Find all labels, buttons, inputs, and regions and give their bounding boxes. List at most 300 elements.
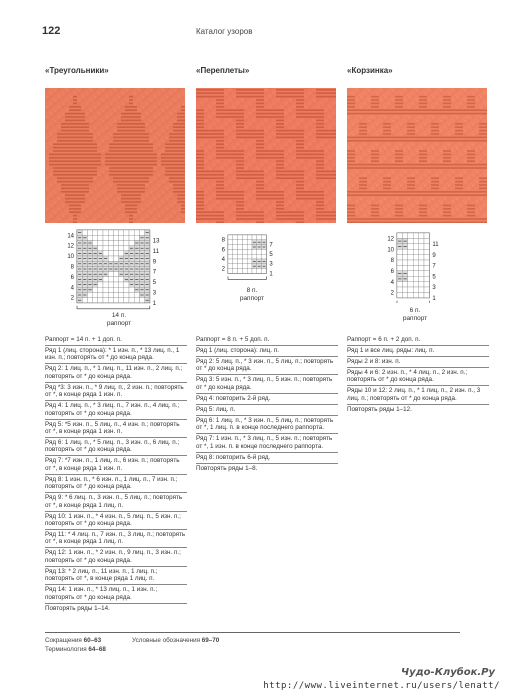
- swatch-purl-mark: [69, 150, 73, 152]
- chart-row-number: 3: [152, 290, 157, 297]
- swatch-purl-mark: [93, 164, 97, 166]
- swatch-purl-mark: [260, 174, 264, 176]
- swatch-purl-mark: [133, 133, 137, 135]
- swatch-purl-mark: [73, 171, 77, 173]
- swatch-purl-mark: [200, 160, 204, 162]
- chart-row-number: 2: [390, 290, 394, 297]
- swatch-purl-mark: [196, 126, 200, 128]
- swatch-purl-mark: [65, 147, 69, 149]
- swatch-purl-mark: [395, 164, 399, 166]
- swatch-purl-mark: [451, 191, 455, 193]
- swatch-purl-mark: [196, 120, 200, 122]
- chart-cell: [247, 264, 252, 269]
- swatch-purl-mark: [439, 191, 443, 193]
- swatch-purl-mark: [97, 154, 101, 156]
- chart-cell: [242, 235, 247, 240]
- swatch-purl-mark: [196, 205, 200, 207]
- swatch-purl-mark: [77, 164, 81, 166]
- chart-cell: [139, 298, 144, 303]
- swatch-purl-mark: [479, 177, 483, 179]
- swatch-purl-mark: [324, 177, 328, 179]
- instruction-row: Ряды 2 и 8: изн. п.: [347, 357, 489, 368]
- swatch-purl-mark: [463, 113, 467, 115]
- swatch-purl-mark: [228, 113, 232, 115]
- swatch-purl-mark: [77, 143, 81, 145]
- swatch-purl-mark: [169, 164, 173, 166]
- chart-row-number: 11: [432, 241, 439, 248]
- chart-cell: [233, 269, 238, 274]
- instruction-row: Ряд 2: 5 лиц. п., * 3 изн. п., 5 лиц. п.; повторять от * до конца ряда.: [196, 357, 338, 375]
- swatch-purl-mark: [141, 184, 145, 186]
- swatch-purl-mark: [196, 215, 200, 217]
- swatch-purl-mark: [379, 194, 383, 196]
- swatch-purl-mark: [383, 218, 387, 220]
- swatch-purl-mark: [224, 150, 228, 152]
- swatch-purl-mark: [216, 99, 220, 101]
- swatch-purl-mark: [141, 126, 145, 128]
- swatch-purl-mark: [304, 194, 308, 196]
- instruction-row: Ряд 4: повторить 2-й ряд.: [196, 394, 338, 405]
- swatch-purl-mark: [383, 164, 387, 166]
- chart-cell: [424, 255, 429, 260]
- swatch-purl-mark: [296, 188, 300, 190]
- chart-cell: [424, 233, 429, 238]
- swatch-purl-mark: [459, 222, 463, 223]
- swatch-purl-mark: [387, 123, 391, 125]
- chart-cell: [252, 269, 257, 274]
- swatch-purl-mark: [81, 143, 85, 145]
- footer-abbrev-pages: 60–63: [83, 637, 102, 644]
- chart-cell: [413, 255, 418, 260]
- swatch-purl-mark: [280, 109, 284, 111]
- swatch-purl-mark: [328, 177, 332, 179]
- swatch-purl-mark: [332, 211, 336, 213]
- swatch-purl-mark: [280, 96, 284, 98]
- swatch-purl-mark: [328, 130, 332, 132]
- swatch-purl-mark: [165, 154, 169, 156]
- swatch-purl-mark: [399, 205, 403, 207]
- swatch-purl-mark: [137, 174, 141, 176]
- swatch-purl-mark: [65, 160, 69, 162]
- swatch-purl-mark: [391, 194, 395, 196]
- swatch-purl-mark: [121, 194, 125, 196]
- swatch-purl-mark: [181, 188, 185, 190]
- swatch-purl-mark: [359, 181, 363, 183]
- swatch-purl-mark: [248, 96, 252, 98]
- swatch-purl-mark: [137, 137, 141, 139]
- swatch-purl-mark: [137, 130, 141, 132]
- swatch-purl-mark: [292, 177, 296, 179]
- swatch-purl-mark: [320, 205, 324, 207]
- swatch-purl-mark: [77, 211, 81, 213]
- swatch-purl-mark: [256, 194, 260, 196]
- swatch-purl-mark: [300, 171, 304, 173]
- swatch-purl-mark: [399, 99, 403, 101]
- swatch-purl-mark: [248, 177, 252, 179]
- swatch-purl-mark: [121, 126, 125, 128]
- swatch-purl-mark: [471, 160, 475, 162]
- swatch-purl-mark: [173, 133, 177, 135]
- swatch-purl-mark: [81, 123, 85, 125]
- swatch-purl-mark: [435, 191, 439, 193]
- swatch-purl-mark: [268, 154, 272, 156]
- swatch-purl-mark: [296, 218, 300, 220]
- swatch-purl-mark: [483, 113, 487, 115]
- swatch-purl-mark: [256, 116, 260, 118]
- swatch-purl-mark: [137, 133, 141, 135]
- chart-cell: [124, 235, 129, 240]
- swatch-purl-mark: [375, 99, 379, 101]
- swatch-purl-mark: [431, 194, 435, 196]
- swatch-purl-mark: [81, 150, 85, 152]
- swatch-purl-mark: [324, 171, 328, 173]
- swatch-purl-mark: [300, 154, 304, 156]
- chart-cell: [424, 276, 429, 281]
- swatch-purl-mark: [443, 154, 447, 156]
- swatch-purl-mark: [467, 222, 471, 223]
- swatch-purl-mark: [97, 160, 101, 162]
- swatch-purl-mark: [371, 157, 375, 159]
- swatch-purl-mark: [200, 211, 204, 213]
- swatch-purl-mark: [121, 154, 125, 156]
- swatch-purl-mark: [479, 181, 483, 183]
- swatch-purl-mark: [355, 218, 359, 220]
- swatch-purl-mark: [367, 140, 371, 142]
- chart-row-number: 1: [152, 300, 157, 307]
- swatch-purl-mark: [375, 113, 379, 115]
- swatch-purl-mark: [427, 167, 431, 169]
- swatch-purl-mark: [391, 109, 395, 111]
- swatch-purl-mark: [347, 106, 351, 108]
- swatch-purl-mark: [411, 184, 415, 186]
- swatch-purl-mark: [431, 113, 435, 115]
- chart-cell: [108, 277, 113, 282]
- swatch-purl-mark: [395, 109, 399, 111]
- swatch-purl-mark: [383, 137, 387, 139]
- swatch-purl-mark: [423, 157, 427, 159]
- swatch-purl-mark: [169, 174, 173, 176]
- swatch-purl-mark: [196, 116, 200, 118]
- swatch-purl-mark: [220, 150, 224, 152]
- swatch-purl-mark: [320, 154, 324, 156]
- swatch-purl-mark: [280, 201, 284, 203]
- swatch-purl-mark: [149, 171, 153, 173]
- swatch-purl-mark: [300, 215, 304, 217]
- chart-cell: [419, 255, 424, 260]
- swatch-purl-mark: [181, 113, 185, 115]
- swatch-purl-mark: [149, 174, 153, 176]
- instruction-row: Ряд 9: * 6 лиц. п., 3 изн. п., 5 лиц. п.; повторять от *, в конце ряда 1 лиц. п.: [45, 493, 187, 511]
- chart-cell: [93, 230, 98, 235]
- chart-cell: [402, 287, 407, 292]
- swatch-purl-mark: [177, 120, 181, 122]
- swatch-purl-mark: [200, 96, 204, 98]
- swatch-purl-mark: [61, 167, 65, 169]
- swatch-purl-mark: [105, 160, 109, 162]
- swatch-purl-mark: [236, 198, 240, 200]
- chart-cell: [113, 277, 118, 282]
- swatch-purl-mark: [133, 164, 137, 166]
- swatch-purl-mark: [196, 137, 200, 139]
- swatch-purl-mark: [69, 133, 73, 135]
- swatch-purl-mark: [224, 194, 228, 196]
- swatch-purl-mark: [73, 96, 77, 98]
- rapport-bracket: [397, 301, 429, 303]
- swatch-purl-mark: [248, 174, 252, 176]
- swatch-purl-mark: [387, 184, 391, 186]
- chart-cell: [247, 259, 252, 264]
- swatch-purl-mark: [181, 133, 185, 135]
- swatch-purl-mark: [240, 218, 244, 220]
- swatch-purl-mark: [419, 205, 423, 207]
- instruction-row: Ряды 10 и 12: 2 лиц. п., * 1 лиц. п., 2 изн. п., 3 лиц. п.; повторять от * до конца ряда.: [347, 386, 489, 404]
- swatch-purl-mark: [73, 157, 77, 159]
- swatch-purl-mark: [236, 109, 240, 111]
- swatch-purl-mark: [403, 109, 407, 111]
- swatch-purl-mark: [363, 137, 367, 139]
- chart-row-number: 9: [432, 252, 436, 259]
- swatch-purl-mark: [280, 198, 284, 200]
- chart-cell: [129, 292, 134, 297]
- swatch-purl-mark: [61, 133, 65, 135]
- swatch-purl-mark: [61, 184, 65, 186]
- swatch-purl-mark: [260, 130, 264, 132]
- swatch-purl-mark: [308, 113, 312, 115]
- swatch-purl-mark: [161, 160, 165, 162]
- swatch-purl-mark: [447, 150, 451, 152]
- chart-cell: [413, 249, 418, 254]
- swatch-purl-mark: [240, 123, 244, 125]
- swatch-purl-mark: [200, 123, 204, 125]
- swatch-purl-mark: [212, 171, 216, 173]
- swatch-purl-mark: [216, 154, 220, 156]
- swatch-purl-mark: [351, 109, 355, 111]
- swatch-purl-mark: [129, 116, 133, 118]
- swatch-purl-mark: [137, 116, 141, 118]
- swatch-purl-mark: [260, 198, 264, 200]
- swatch-purl-mark: [264, 113, 268, 115]
- swatch-purl-mark: [407, 140, 411, 142]
- swatch-purl-mark: [280, 215, 284, 217]
- swatch-purl-mark: [69, 177, 73, 179]
- swatch-purl-mark: [316, 191, 320, 193]
- swatch-purl-mark: [304, 154, 308, 156]
- swatch-purl-mark: [363, 140, 367, 142]
- swatch-purl-mark: [359, 184, 363, 186]
- chart-row-number: 8: [390, 258, 394, 265]
- swatch-purl-mark: [347, 109, 351, 111]
- chart-cell: [419, 260, 424, 265]
- chart-cell: [247, 249, 252, 254]
- swatch-purl-mark: [121, 133, 125, 135]
- swatch-purl-mark: [351, 140, 355, 142]
- swatch-purl-mark: [133, 150, 137, 152]
- swatch-purl-mark: [81, 184, 85, 186]
- swatch-purl-mark: [375, 140, 379, 142]
- swatch-purl-mark: [129, 99, 133, 101]
- swatch-purl-mark: [280, 120, 284, 122]
- swatch-purl-mark: [224, 157, 228, 159]
- swatch-purl-mark: [320, 215, 324, 217]
- swatch-purl-mark: [89, 160, 93, 162]
- swatch-purl-mark: [459, 194, 463, 196]
- swatch-purl-mark: [455, 194, 459, 196]
- swatch-purl-mark: [467, 106, 471, 108]
- swatch-purl-mark: [244, 89, 248, 91]
- swatch-purl-mark: [351, 137, 355, 139]
- swatch-purl-mark: [300, 137, 304, 139]
- swatch-purl-mark: [77, 167, 81, 169]
- chart-cell: [413, 276, 418, 281]
- swatch-purl-mark: [423, 154, 427, 156]
- swatch-purl-mark: [415, 137, 419, 139]
- swatch-purl-mark: [280, 130, 284, 132]
- swatch-purl-mark: [312, 109, 316, 111]
- chart-cell: [129, 240, 134, 245]
- swatch-purl-mark: [363, 109, 367, 111]
- swatch-purl-mark: [411, 188, 415, 190]
- swatch-purl-mark: [367, 109, 371, 111]
- swatch-purl-mark: [483, 123, 487, 125]
- chart-cell: [262, 269, 267, 274]
- swatch-purl-mark: [320, 208, 324, 210]
- swatch-purl-mark: [300, 133, 304, 135]
- swatch-purl-mark: [479, 113, 483, 115]
- swatch-purl-mark: [375, 106, 379, 108]
- swatch-purl-mark: [73, 164, 77, 166]
- swatch-purl-mark: [387, 194, 391, 196]
- swatch-purl-mark: [351, 215, 355, 217]
- swatch-purl-mark: [125, 167, 129, 169]
- swatch-purl-mark: [347, 113, 351, 115]
- swatch-purl-mark: [256, 137, 260, 139]
- instruction-row: Ряд 6: 1 лиц. п., * 3 изн. п., 5 лиц. п.; повторять от *, 1 лиц. п. в конце последнего раппорта.: [196, 416, 338, 434]
- swatch-purl-mark: [73, 160, 77, 162]
- swatch-purl-mark: [181, 211, 185, 213]
- swatch-purl-mark: [240, 109, 244, 111]
- swatch-purl-mark: [351, 150, 355, 152]
- swatch-purl-mark: [248, 89, 252, 91]
- swatch-purl-mark: [169, 133, 173, 135]
- chart-cell: [413, 282, 418, 287]
- swatch-purl-mark: [173, 184, 177, 186]
- swatch-purl-mark: [423, 215, 427, 217]
- swatch-purl-mark: [423, 113, 427, 115]
- swatch-purl-mark: [69, 137, 73, 139]
- instruction-row: Повторять ряды 1–12.: [347, 405, 412, 413]
- chart-cell: [413, 244, 418, 249]
- swatch-purl-mark: [276, 205, 280, 207]
- swatch-purl-mark: [280, 191, 284, 193]
- chart-row-number: 4: [390, 279, 394, 286]
- swatch-purl-mark: [264, 150, 268, 152]
- swatch-purl-mark: [371, 113, 375, 115]
- swatch-purl-mark: [415, 109, 419, 111]
- swatch-purl-mark: [57, 174, 61, 176]
- swatch-purl-mark: [196, 171, 200, 173]
- swatch-purl-mark: [447, 211, 451, 213]
- swatch-purl-mark: [268, 113, 272, 115]
- swatch-purl-mark: [113, 143, 117, 145]
- chart-rapport-label: раппорт: [402, 315, 428, 322]
- swatch-purl-mark: [125, 150, 129, 152]
- swatch-purl-mark: [395, 96, 399, 98]
- swatch-purl-mark: [165, 171, 169, 173]
- swatch-purl-mark: [61, 154, 65, 156]
- swatch-purl-mark: [260, 116, 264, 118]
- swatch-purl-mark: [276, 133, 280, 135]
- swatch-purl-mark: [455, 126, 459, 128]
- swatch-purl-mark: [240, 116, 244, 118]
- swatch-purl-mark: [280, 150, 284, 152]
- swatch-purl-mark: [216, 184, 220, 186]
- swatch-purl-mark: [208, 174, 212, 176]
- swatch-purl-mark: [165, 160, 169, 162]
- swatch-purl-mark: [475, 167, 479, 169]
- swatch-purl-mark: [399, 154, 403, 156]
- swatch-purl-mark: [153, 164, 157, 166]
- swatch-purl-mark: [415, 113, 419, 115]
- swatch-purl-mark: [69, 157, 73, 159]
- swatch-purl-mark: [121, 140, 125, 142]
- swatch-purl-mark: [236, 126, 240, 128]
- swatch-purl-mark: [447, 140, 451, 142]
- swatch-purl-mark: [240, 205, 244, 207]
- swatch-purl-mark: [240, 198, 244, 200]
- chart-cell: [108, 235, 113, 240]
- swatch-purl-mark: [177, 126, 181, 128]
- swatch-purl-mark: [196, 96, 200, 98]
- chart-cell: [228, 249, 233, 254]
- swatch-purl-mark: [459, 140, 463, 142]
- swatch-purl-mark: [443, 164, 447, 166]
- swatch-purl-mark: [141, 191, 145, 193]
- swatch-purl-mark: [451, 113, 455, 115]
- swatch-purl-mark: [61, 126, 65, 128]
- swatch-purl-mark: [165, 150, 169, 152]
- swatch-purl-mark: [411, 222, 415, 223]
- swatch-purl-mark: [240, 167, 244, 169]
- swatch-purl-mark: [316, 167, 320, 169]
- swatch-purl-mark: [165, 147, 169, 149]
- swatch-purl-mark: [113, 147, 117, 149]
- swatch-purl-mark: [288, 215, 292, 217]
- swatch-purl-mark: [363, 130, 367, 132]
- swatch-purl-mark: [375, 96, 379, 98]
- swatch-purl-mark: [129, 198, 133, 200]
- swatch-purl-mark: [125, 181, 129, 183]
- swatch-purl-mark: [383, 123, 387, 125]
- swatch-purl-mark: [443, 96, 447, 98]
- swatch-purl-mark: [324, 96, 328, 98]
- chart-cell: [424, 260, 429, 265]
- swatch-purl-mark: [256, 188, 260, 190]
- swatch-purl-mark: [77, 205, 81, 207]
- swatch-purl-mark: [61, 174, 65, 176]
- swatch-purl-mark: [169, 160, 173, 162]
- swatch-purl-mark: [463, 194, 467, 196]
- swatch-purl-mark: [371, 154, 375, 156]
- swatch-purl-mark: [220, 198, 224, 200]
- swatch-purl-mark: [220, 116, 224, 118]
- swatch-purl-mark: [196, 109, 200, 111]
- swatch-purl-mark: [177, 188, 181, 190]
- swatch-purl-mark: [121, 120, 125, 122]
- swatch-purl-mark: [280, 177, 284, 179]
- swatch-purl-mark: [121, 147, 125, 149]
- swatch-purl-mark: [133, 198, 137, 200]
- swatch-purl-mark: [81, 160, 85, 162]
